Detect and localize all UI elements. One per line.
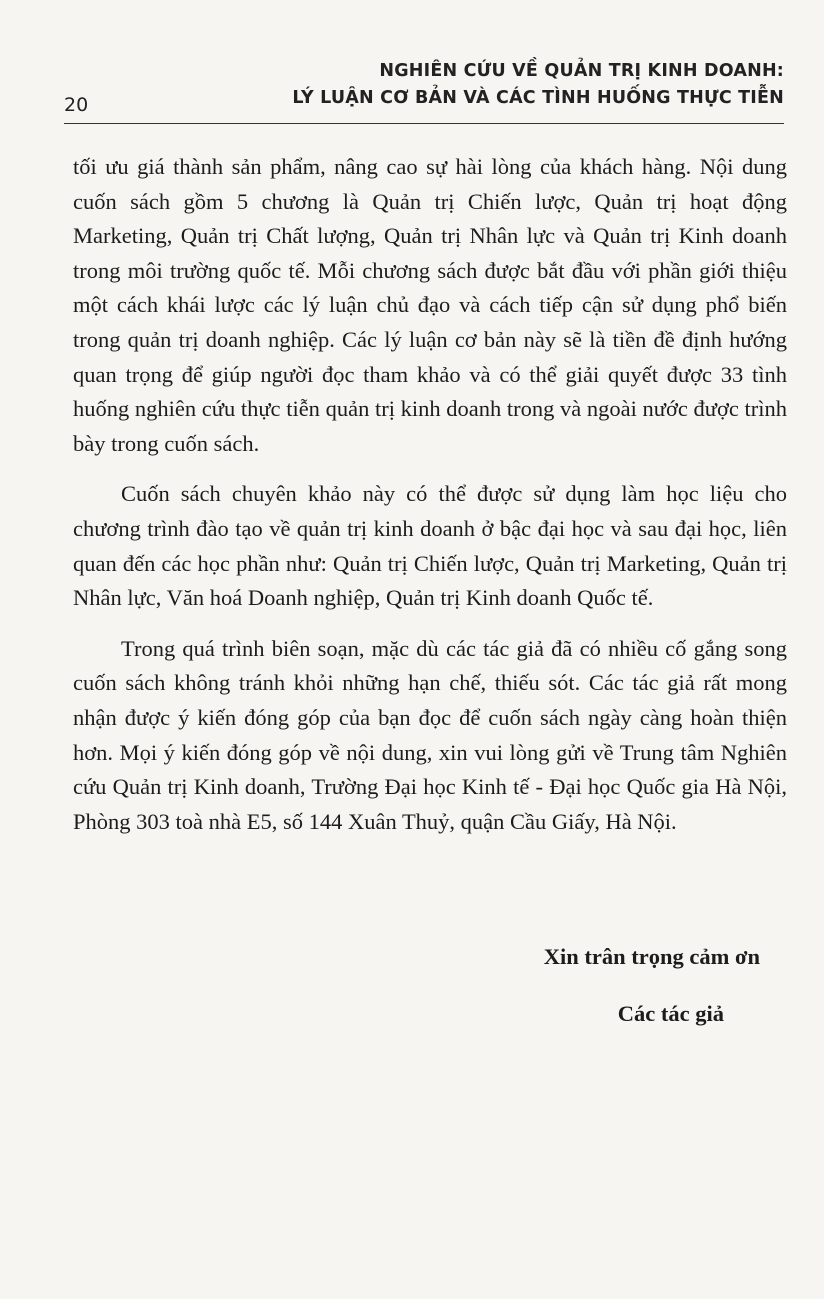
running-header-line-2: LÝ LUẬN CƠ BẢN VÀ CÁC TÌNH HUỐNG THỰC TIỄN (292, 88, 784, 108)
body-text (73, 150, 787, 855)
paragraph: Cuốn sách chuyên khảo này có thể được sử dụng làm học liệu cho chương trình đào tạo về quản trị kinh doanh ở bậc đại học và sau đại học, liên quan đến các học phần như: Quản trị Chiến lược, Quản trị Marketing, Quản trị Nhân lực, Văn hoá Doanh nghiệp, Quản trị Kinh doanh Quốc tế. (73, 481, 787, 611)
paragraph-continued: tối ưu giá thành sản phẩm, nâng cao sự hài lòng của khách hàng. Nội dung cuốn sách gồm 5 chương là Quản trị Chiến lược, Quản trị hoạt động Marketing, Quản trị Chất lượng, Quản trị Nhân lực và Quản trị Kinh doanh trong môi trường quốc tế. Mỗi chương sách được bắt đầu với phần giới thiệu một cách khái lược các lý luận chủ đạo và cách tiếp cận sử dụng phổ biến trong quản trị doanh nghiệp. Các lý luận cơ bản này sẽ là tiền đề định hướng quan trọng để giúp người đọc tham khảo và có thể giải quyết được 33 tình huống nghiên cứu thực tiễn quản trị kinh doanh trong và ngoài nước được trình bày trong cuốn sách. (73, 154, 787, 456)
closing-authors: Các tác giả (617, 1001, 724, 1026)
paragraph: Trong quá trình biên soạn, mặc dù các tác giả đã có nhiều cố gắng song cuốn sách không tránh khỏi những hạn chế, thiếu sót. Các tác giả rất mong nhận được ý kiến đóng góp của bạn đọc để cuốn sách ngày càng hoàn thiện hơn. Mọi ý kiến đóng góp về nội dung, xin vui lòng gửi về Trung tâm Nghiên cứu Quản trị Kinh doanh, Trường Đại học Kinh tế - Đại học Quốc gia Hà Nội, Phòng 303 toà nhà E5, số 144 Xuân Thuỷ, quận Cầu Giấy, Hà Nội. (73, 635, 787, 834)
running-header-title (292, 58, 784, 112)
header-divider (64, 123, 784, 124)
closing-thanks: Xin trân trọng cảm ơn (543, 944, 760, 969)
page-number: 20 (64, 94, 89, 116)
running-header-line-1: NGHIÊN CỨU VỀ QUẢN TRỊ KINH DOANH: (379, 61, 784, 81)
